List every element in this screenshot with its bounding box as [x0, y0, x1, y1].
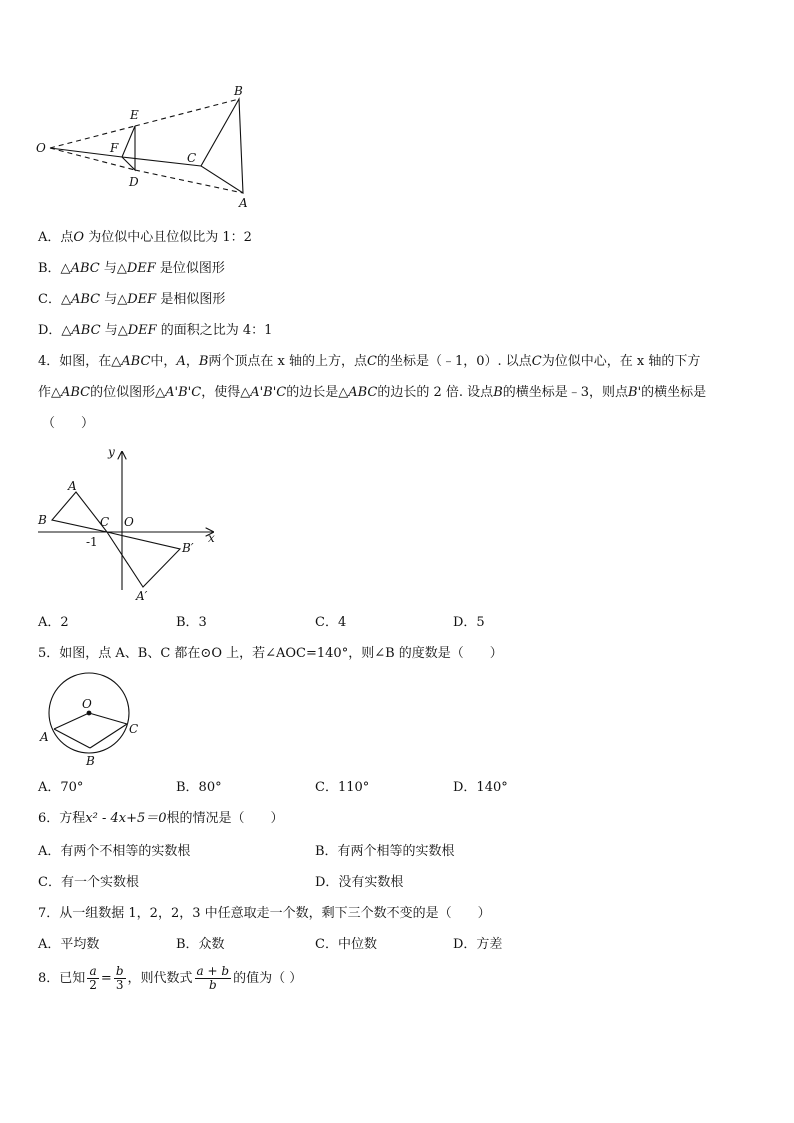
dashed-line-OE — [50, 126, 135, 148]
label-B-prime: B′ — [182, 541, 194, 555]
q5-option-a: A．70° — [38, 780, 84, 795]
label-C-q4: C — [100, 515, 110, 529]
label-C: C — [187, 151, 197, 165]
segment-OA — [54, 713, 89, 729]
dashed-line-DA — [135, 170, 243, 193]
q6-option-c: C．有一个实数根 — [38, 875, 139, 890]
q7-stem: 7．从一组数据 1，2，2，3 中任意取走一个数，剩下三个数不变的是（ ） — [38, 906, 491, 921]
triangle-A'B'C-q4 — [107, 532, 180, 587]
q7-option-c: C．中位数 — [315, 937, 377, 952]
q3-option-c: C．△ABC 与△DEF 是相似图形 — [38, 292, 226, 307]
fraction-a-over-2: $\frac{a}{2}$ — [89, 964, 97, 992]
triangle-ABC — [201, 99, 243, 193]
q4-option-a: A．2 — [38, 615, 69, 630]
q5-stem: 5．如图，点 A、B、C 都在⊙O 上，若∠AOC=140°，则∠B 的度数是（ ） — [38, 646, 503, 661]
q7-option-d: D．方差 — [453, 937, 503, 952]
segment-AB — [54, 729, 90, 748]
q5-option-c: C．110° — [315, 780, 370, 795]
q6-option-d: D．没有实数根 — [315, 875, 404, 890]
label-neg1: -1 — [86, 535, 98, 549]
q3-option-d: D．△ABC 与△DEF 的面积之比为 4：1 — [38, 323, 273, 338]
center-point-O — [87, 711, 92, 716]
q4-stem-line2: 作△ABC的位似图形△A'B'C，使得△A'B'C的边长是△ABC的边长的 2 倍. 设点B的横坐标是﹣3，则点B'的横坐标是 — [38, 385, 707, 400]
q4-option-c: C．4 — [315, 615, 347, 630]
q4-option-b: B．3 — [176, 615, 207, 630]
label-O: O — [36, 141, 46, 155]
q6-option-a: A．有两个不相等的实数根 — [38, 844, 191, 859]
q5-option-b: B．80° — [176, 780, 222, 795]
q8-stem: 8．已知 $\frac{a}{2}$ = $\frac{b}{3}$ ，则代数式 $\frac{a + b}{b}$ 的值为（ ） — [38, 964, 303, 992]
q4-stem-line3: （ ） — [42, 416, 95, 431]
label-B-q5: B — [86, 754, 95, 768]
q5-option-d: D．140° — [453, 780, 508, 795]
coordinate-figure-q4 — [30, 440, 230, 610]
label-F: F — [110, 141, 119, 155]
label-A-prime: A′ — [136, 589, 148, 603]
fraction-b-over-3: $\frac{b}{3}$ — [115, 964, 124, 992]
label-B-q4: B — [38, 513, 47, 527]
dashed-line-OD — [50, 148, 135, 170]
label-O-q5: O — [82, 697, 92, 711]
label-A-q5: A — [40, 730, 49, 744]
label-C-q5: C — [129, 722, 139, 736]
triangle-ABC-q4 — [52, 492, 110, 532]
label-O-q4: O — [124, 515, 134, 529]
fraction-a-plus-b-over-b: $\frac{a + b}{b}$ — [196, 964, 230, 992]
label-y: y — [108, 445, 115, 459]
circle-figure-q5 — [34, 668, 154, 774]
label-x: x — [208, 531, 215, 545]
q6-option-b: B．有两个相等的实数根 — [315, 844, 455, 859]
q3-option-a: A．点O 为位似中心且位似比为 1：2 — [38, 230, 252, 245]
dashed-line-EB — [135, 99, 239, 126]
label-A-q4: A — [68, 479, 77, 493]
q4-option-d: D．5 — [453, 615, 485, 630]
q4-stem-line1: 4．如图，在△ABC中，A，B两个顶点在 x 轴的上方，点C的坐标是（﹣1，0）. 以点C为位似中心，在 x 轴的下方 — [38, 354, 701, 369]
q7-option-b: B．众数 — [176, 937, 225, 952]
segment-OC — [89, 713, 127, 724]
label-E: E — [130, 108, 139, 122]
q3-option-b: B．△ABC 与△DEF 是位似图形 — [38, 261, 225, 276]
label-D: D — [129, 175, 139, 189]
q7-option-a: A．平均数 — [38, 937, 100, 952]
homothety-figure-q3 — [30, 80, 260, 215]
label-B: B — [234, 84, 243, 98]
q6-stem: 6．方程x² - 4x+5＝0根的情况是（ ） — [38, 811, 284, 826]
label-A: A — [239, 196, 248, 210]
triangle-DEF — [122, 126, 135, 170]
